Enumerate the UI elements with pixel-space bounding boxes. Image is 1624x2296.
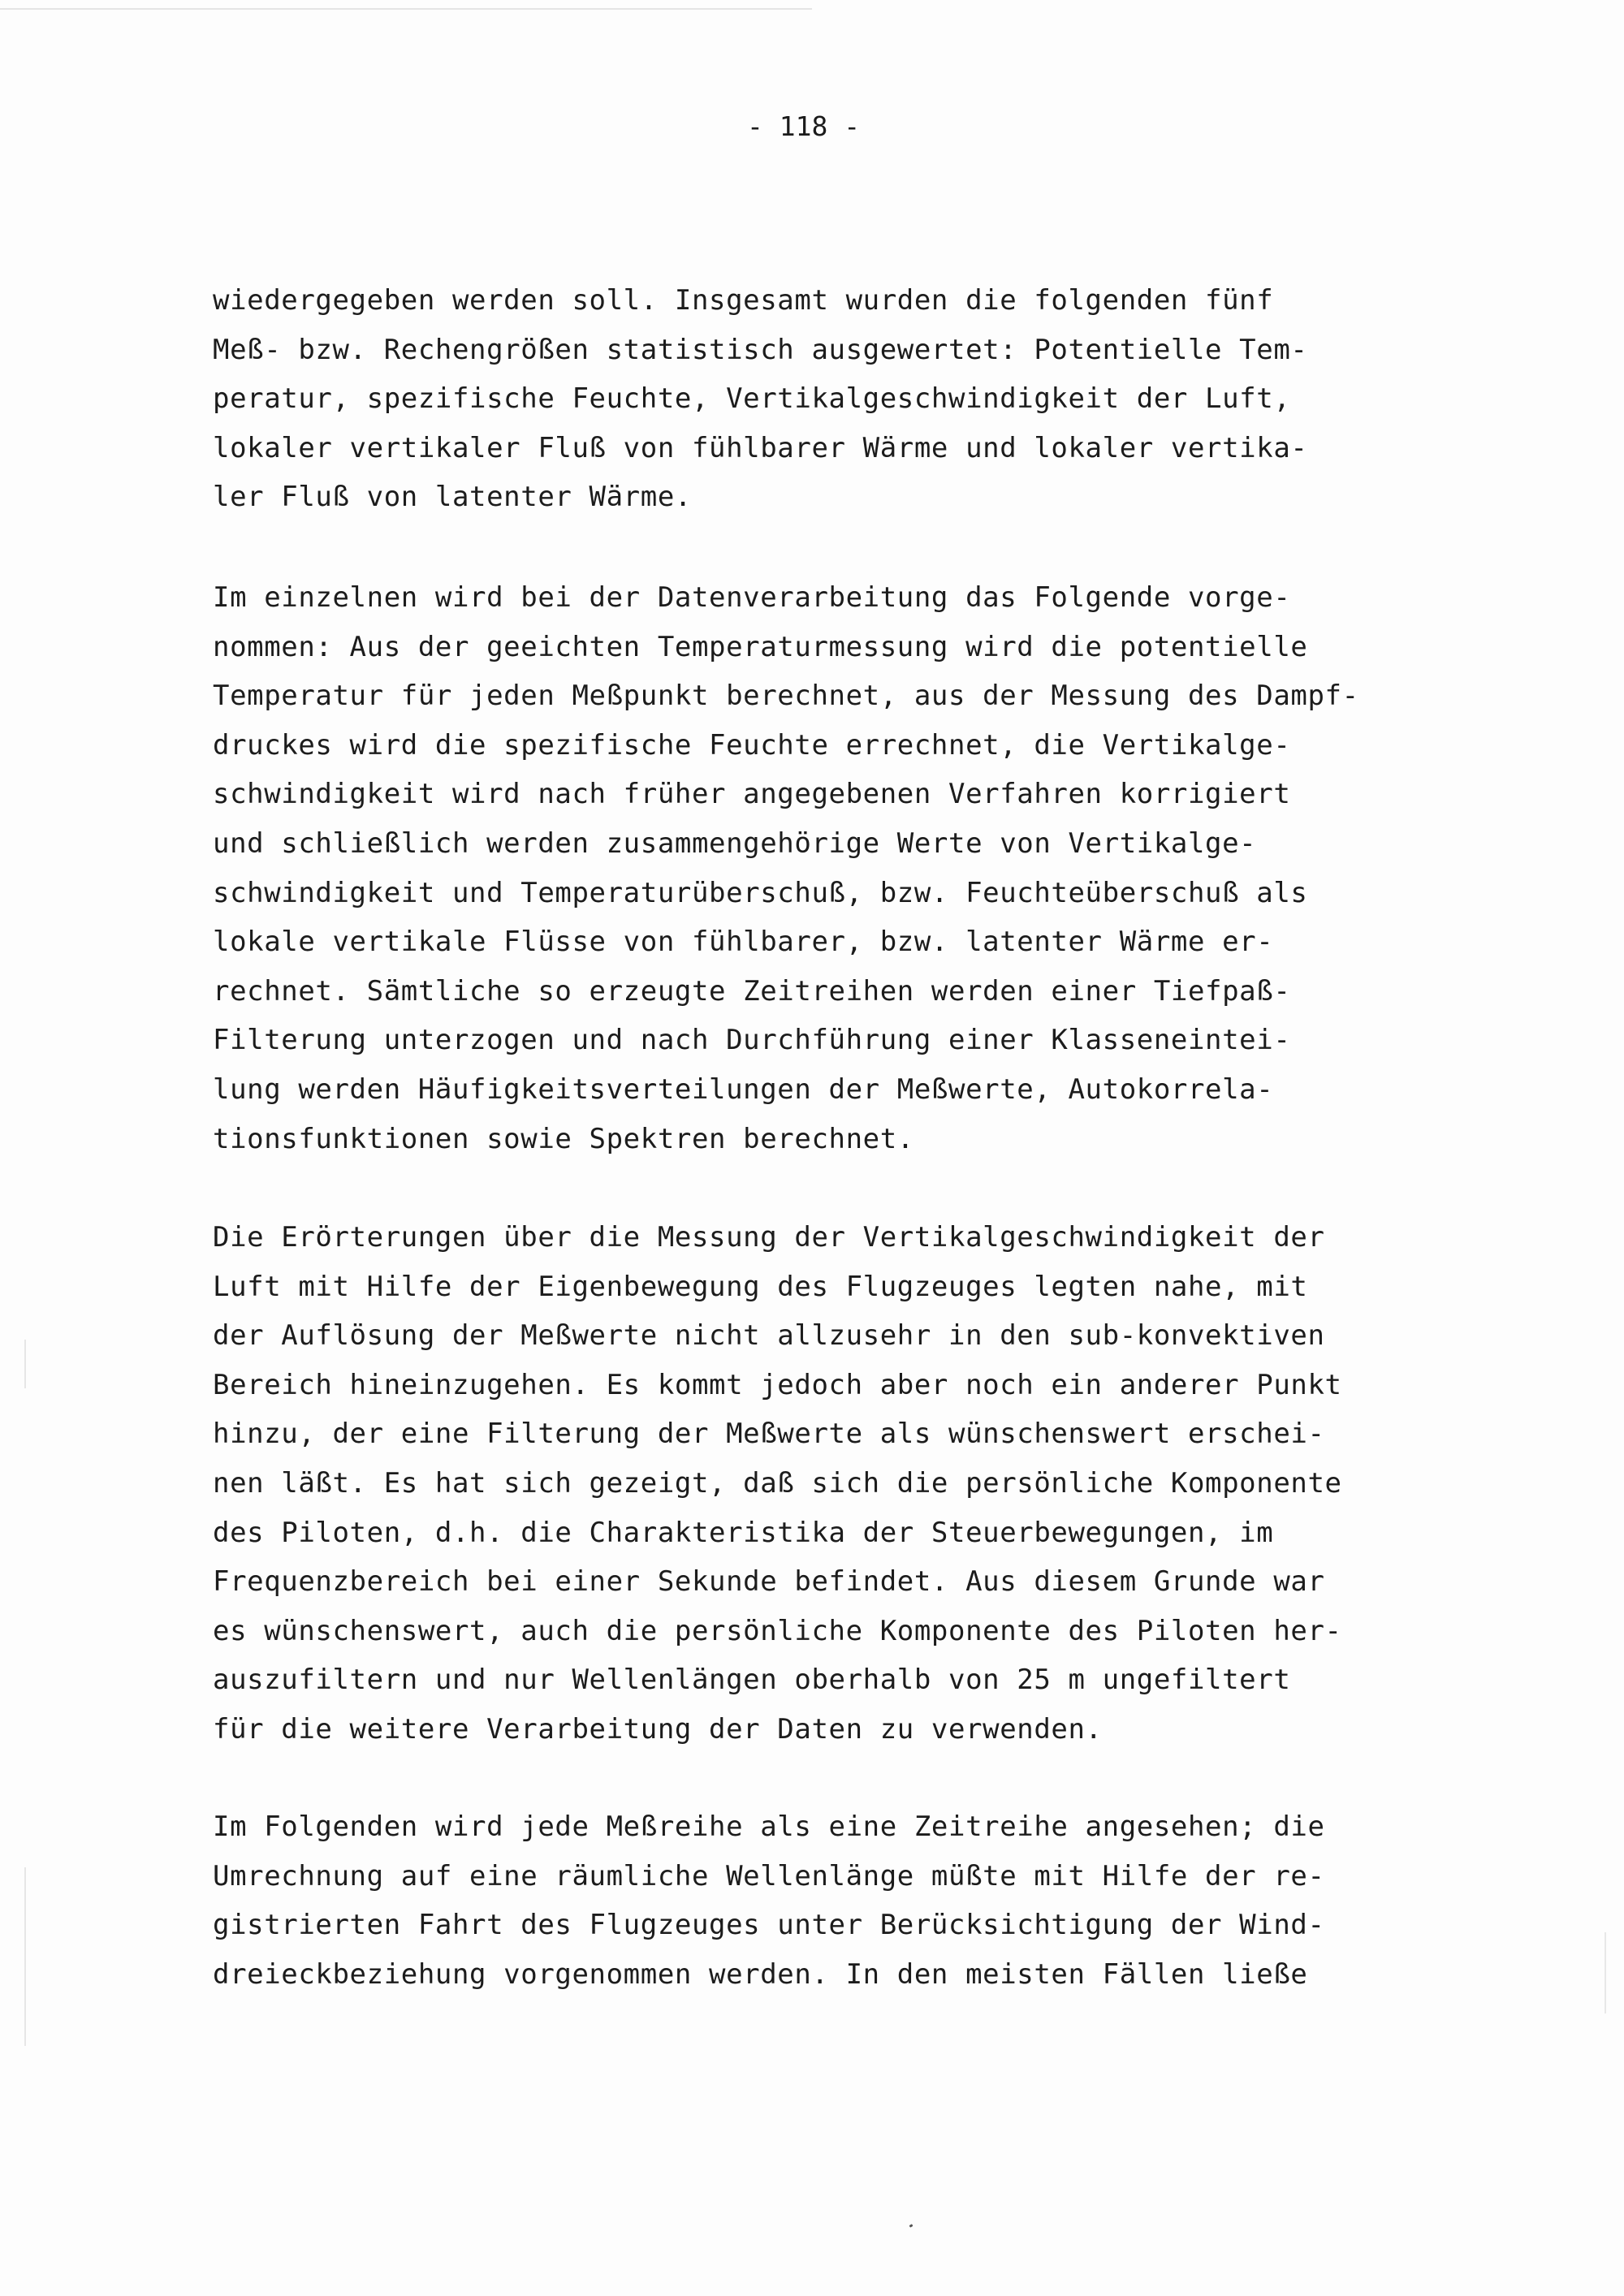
text-line: nen läßt. Es hat sich gezeigt, daß sich die persönliche Komponente	[213, 1466, 1342, 1500]
scan-margin-mark	[24, 1340, 26, 1388]
text-line: Bereich hineinzugehen. Es kommt jedoch aber noch ein anderer Punkt	[213, 1368, 1342, 1401]
text-line: tionsfunktionen sowie Spektren berechnet.	[213, 1122, 914, 1155]
paragraph-1	[213, 276, 1307, 522]
text-line: gistrierten Fahrt des Flugzeuges unter Berücksichtigung der Wind-	[213, 1909, 1325, 1942]
text-line: Die Erörterungen über die Messung der Vertikalgeschwindigkeit der	[213, 1221, 1325, 1254]
text-line: hinzu, der eine Filterung der Meßwerte als wünschenswert erschei-	[213, 1418, 1325, 1451]
text-line: lokale vertikale Flüsse von fühlbarer, bzw. latenter Wärme er-	[213, 926, 1274, 959]
scan-margin-mark	[1605, 1932, 1606, 2013]
text-line: Im Folgenden wird jede Meßreihe als eine Zeitreihe angesehen; die	[213, 1810, 1325, 1843]
text-line: Meß- bzw. Rechengrößen statistisch ausgewertet: Potentielle Tem-	[213, 333, 1308, 366]
text-line: peratur, spezifische Feuchte, Vertikalgeschwindigkeit der Luft,	[213, 382, 1291, 416]
scan-edge-line	[0, 8, 812, 10]
text-line: wiedergegeben werden soll. Insgesamt wurden die folgenden fünf	[213, 284, 1274, 317]
text-line: rechnet. Sämtliche so erzeugte Zeitreihen werden einer Tiefpaß-	[213, 974, 1291, 1008]
paragraph-4	[213, 1802, 1325, 1999]
text-line: der Auflösung der Meßwerte nicht allzusehr in den sub-konvektiven	[213, 1319, 1325, 1353]
text-line: des Piloten, d.h. die Charakteristika der Steuerbewegungen, im	[213, 1516, 1274, 1549]
text-line: für die weitere Verarbeitung der Daten zu verwenden.	[213, 1712, 1103, 1746]
text-line: lung werden Häufigkeitsverteilungen der Meßwerte, Autokorrela-	[213, 1072, 1274, 1106]
text-line: Frequenzbereich bei einer Sekunde befindet. Aus diesem Grunde war	[213, 1565, 1325, 1599]
page-number: - 118 -	[747, 110, 861, 142]
text-line: druckes wird die spezifische Feuchte errechnet, die Vertikalge-	[213, 728, 1291, 762]
text-line: dreieckbeziehung vorgenommen werden. In den meisten Fällen ließe	[213, 1957, 1308, 1991]
text-line: Im einzelnen wird bei der Datenverarbeitung das Folgende vorge-	[213, 581, 1291, 614]
text-line: lokaler vertikaler Fluß von fühlbarer Wärme und lokaler vertika-	[213, 431, 1308, 464]
text-line: es wünschenswert, auch die persönliche Komponente des Piloten her-	[213, 1614, 1342, 1647]
text-line: und schließlich werden zusammengehörige Werte von Vertikalge-	[213, 826, 1257, 860]
scan-speck	[909, 2224, 914, 2228]
text-line: Luft mit Hilfe der Eigenbewegung des Flugzeuges legten nahe, mit	[213, 1270, 1308, 1303]
text-line: schwindigkeit und Temperaturüberschuß, bzw. Feuchteüberschuß als	[213, 876, 1308, 909]
text-line: ler Fluß von latenter Wärme.	[213, 481, 692, 514]
text-line: Filterung unterzogen und nach Durchführung einer Klasseneintei-	[213, 1024, 1291, 1057]
text-line: Umrechnung auf eine räumliche Wellenlänge müßte mit Hilfe der re-	[213, 1859, 1325, 1892]
paragraph-2	[213, 573, 1359, 1163]
text-line: Temperatur für jeden Meßpunkt berechnet, aus der Messung des Dampf-	[213, 680, 1359, 713]
paragraph-3	[213, 1213, 1342, 1754]
text-line: nommen: Aus der geeichten Temperaturmessung wird die potentielle	[213, 630, 1308, 663]
text-line: schwindigkeit wird nach früher angegebenen Verfahren korrigiert	[213, 778, 1291, 811]
scan-margin-mark	[24, 1867, 26, 2046]
text-line: auszufiltern und nur Wellenlängen oberhalb von 25 m ungefiltert	[213, 1664, 1291, 1697]
